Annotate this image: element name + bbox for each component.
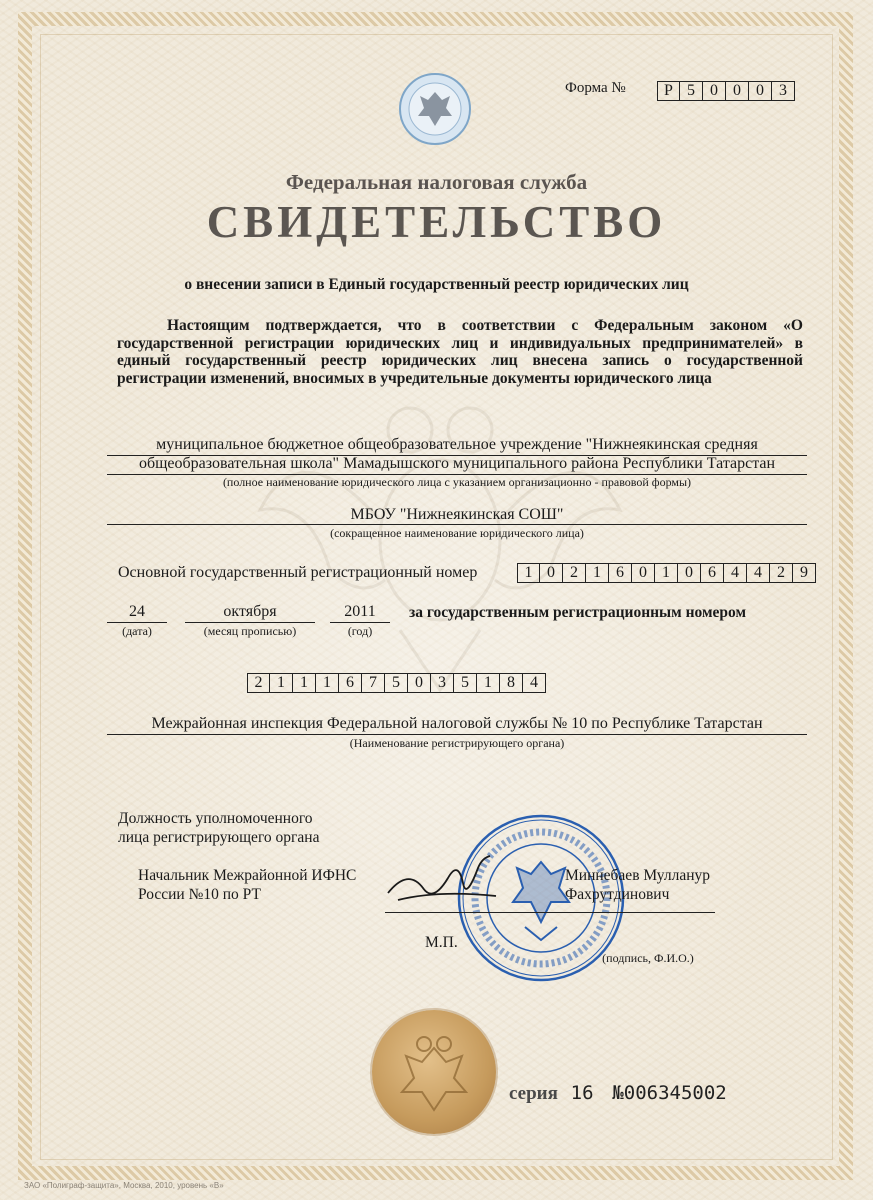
reg-number-digit: 2 [247,673,270,693]
form-code-boxes [657,81,795,101]
ogrn-digit: 9 [793,563,816,583]
ogrn-digit: 1 [655,563,678,583]
reg-number-digit: 5 [385,673,408,693]
ogrn-digit: 2 [563,563,586,583]
reg-number-digit: 1 [316,673,339,693]
position-header [118,809,319,847]
date-month-rule [185,622,315,623]
ogrn-digit: 1 [517,563,540,583]
signer-name [565,866,710,904]
position-header-line-1: Должность уполномоченного [118,810,313,827]
short-name-caption: (сокращенное наименование юридического лица) [330,526,584,540]
date-month-caption: (месяц прописью) [203,624,297,638]
series-block [509,1082,727,1105]
agency-name: Федеральная налоговая служба [285,170,588,194]
authority-name: Межрайонная инспекция Федеральной налоговой службы № 10 по Республике Татарстан [151,715,763,732]
date-day-caption: (дата) [122,624,152,638]
reg-number-label: за государственным регистрационным номером [409,604,747,621]
signature-rule [385,912,715,913]
ogrn-digit: 2 [770,563,793,583]
double-headed-eagle-icon [372,1010,496,1134]
ogrn-digit: 0 [540,563,563,583]
short-name-rule [107,524,807,525]
reg-number-digit: 1 [270,673,293,693]
stamp-place-label: М.П. [425,934,458,951]
ogrn-digit: 4 [724,563,747,583]
signer-name-line-2: Фахрутдинович [565,886,670,903]
serial-number: 006345002 [623,1082,727,1104]
fns-emblem-icon [398,72,472,146]
date-month: октября [223,603,277,620]
authority-rule [107,734,807,735]
reg-number-digit: 5 [454,673,477,693]
reg-number-digit: 7 [362,673,385,693]
ogrn-digit: 6 [701,563,724,583]
signer-position-line-1: Начальник Межрайонной ИФНС [138,867,357,884]
form-code-digit: 0 [749,81,772,101]
signer-position-line-2: России №10 по РТ [138,886,261,903]
series-value: 16 [570,1082,594,1104]
date-year-rule [330,622,390,623]
reg-number-digit: 4 [523,673,546,693]
reg-number-digit: 8 [500,673,523,693]
series-label: серия [509,1083,558,1104]
ogrn-digit: 6 [609,563,632,583]
date-year-caption: (год) [347,624,373,638]
signature-icon [378,848,498,918]
form-code-digit: 0 [726,81,749,101]
reg-number-digit: 0 [408,673,431,693]
position-header-line-2: лица регистрирующего органа [118,829,320,846]
ogrn-digit: 0 [632,563,655,583]
full-name-line-1: муниципальное бюджетное общеобразовательное учреждение "Нижнеякинская средняя [156,436,758,453]
ogrn-digit: 4 [747,563,770,583]
short-name: МБОУ "Нижнеякинская СОШ" [350,506,564,523]
date-day-rule [107,622,167,623]
ogrn-boxes [517,563,816,583]
ogrn-digit: 0 [678,563,701,583]
signer-name-line-1: Миннебаев Муллануp [565,867,710,884]
gold-emblem-seal [372,1010,496,1134]
document-subtitle: о внесении записи в Единый государственный реестр юридических лиц [184,276,689,293]
number-prefix: № [612,1082,624,1104]
reg-number-digit: 1 [293,673,316,693]
form-code-digit: 3 [772,81,795,101]
printer-note: ЗАО «Полиграф-защита», Москва, 2010, уровень «В» [24,1181,224,1190]
full-name-line-2: общеобразовательная школа" Мамадышского муниципального района Республики Татарстан [138,455,776,472]
reg-number-boxes [247,673,546,693]
form-code-digit: Р [657,81,680,101]
form-code-digit: 0 [703,81,726,101]
full-name-caption: (полное наименование юридического лица с указанием организационно - правовой формы) [222,475,692,489]
signature-caption: (подпись, Ф.И.О.) [602,951,694,965]
date-year: 2011 [344,603,376,620]
signer-position [138,866,356,904]
body-paragraph: Настоящим подтверждается, что в соответствии с Федеральным законом «О государственной регистрации юридических лиц и индивидуальных предпринимателей» в единый государственный реестр юридических лиц внесена запись о государственной регистрации изменений, вносимых в учредительные документы юридического лица [117,317,803,387]
authority-caption: (Наименование регистрирующего органа) [349,736,565,750]
ogrn-digit: 1 [586,563,609,583]
date-day: 24 [129,603,145,620]
reg-number-digit: 3 [431,673,454,693]
document-title: СВИДЕТЕЛЬСТВО [206,197,667,247]
reg-number-digit: 1 [477,673,500,693]
reg-number-digit: 6 [339,673,362,693]
form-code-digit: 5 [680,81,703,101]
form-label: Форма № [565,80,626,96]
ogrn-label: Основной государственный регистрационный номер [118,564,478,581]
